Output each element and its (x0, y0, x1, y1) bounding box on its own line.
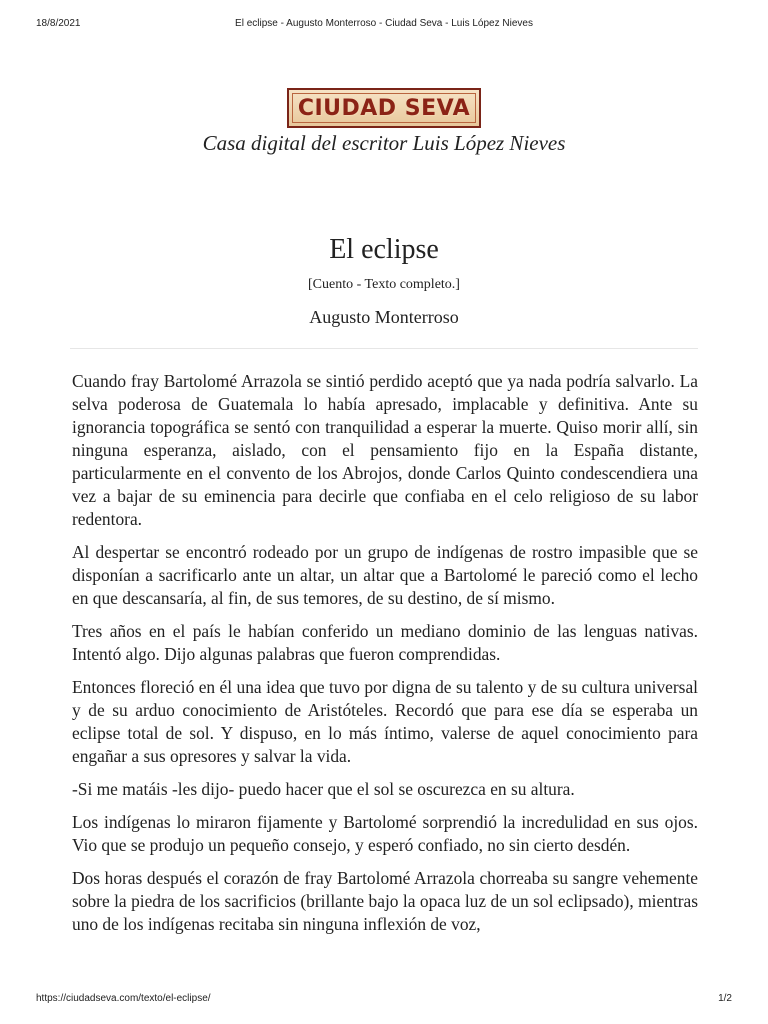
print-page-title: El eclipse - Augusto Monterroso - Ciudad Seva - Luis López Nieves (235, 18, 533, 29)
logo-container (0, 88, 768, 132)
ciudad-seva-logo[interactable] (287, 88, 481, 128)
article-title: El eclipse (329, 234, 439, 265)
article-author: Augusto Monterroso (309, 307, 459, 327)
article-subtitle: [Cuento - Texto completo.] (308, 277, 460, 292)
print-footer (0, 993, 768, 1013)
story-paragraph: Entonces floreció en él una idea que tuvo por digna de su talento y de su cultura universal y de su arduo conocimiento de Aristóteles. Recordó que para ese día se esperaba un eclipse total de sol. Y dispuso, en lo más íntimo, valerse de aquel conocimiento para engañar a sus opresores y salvar la vida. (72, 677, 698, 766)
logo-frame (292, 93, 476, 123)
print-date: 18/8/2021 (36, 18, 81, 29)
footer-url: https://ciudadseva.com/texto/el-eclipse/ (36, 993, 211, 1004)
site-tagline: Casa digital del escritor Luis López Nieves (202, 131, 566, 155)
story-paragraph: Al despertar se encontró rodeado por un grupo de indígenas de rostro impasible que se disponían a sacrificarlo ante un altar, un altar que a Bartolomé le pareció como el lecho en que descansaría, al fin, de sus temores, de su destino, de sí mismo. (72, 542, 698, 608)
page-number: 1/2 (718, 993, 732, 1004)
story-paragraph: Tres años en el país le habían conferido un mediano dominio de las lenguas nativas. Intentó algo. Dijo algunas palabras que fueron comprendidas. (72, 621, 698, 664)
story-paragraph: -Si me matáis -les dijo- puedo hacer que el sol se oscurezca en su altura. (72, 779, 575, 799)
story-paragraph: Dos horas después el corazón de fray Bartolomé Arrazola chorreaba su sangre vehemente sobre la piedra de los sacrificios (brillante bajo la opaca luz de un sol eclipsado), mientras uno de los indígenas recitaba sin ninguna inflexión de voz, (72, 868, 698, 934)
story-paragraph: Cuando fray Bartolomé Arrazola se sintió perdido aceptó que ya nada podría salvarlo. La selva poderosa de Guatemala lo había apresado, implacable y definitiva. Ante su ignorancia topográfica se sentó con tranquilidad a esperar la muerte. Quiso morir allí, sin ninguna esperanza, aislado, con el pensamiento fijo en la España distante, particularmente en el convento de los Abrojos, donde Carlos Quinto condescendiera una vez a bajar de su eminencia para decirle que confiaba en el celo religioso de su labor redentora. (72, 371, 698, 529)
print-header (0, 0, 768, 44)
story-paragraph: Los indígenas lo miraron fijamente y Bartolomé sorprendió la incredulidad en sus ojos. Vio que se produjo un pequeño consejo, y esperó confiado, no sin cierto desdén. (72, 812, 698, 855)
logo-text: CIUDAD SEVA (297, 95, 471, 121)
section-divider (70, 348, 698, 349)
story-body (72, 370, 698, 984)
